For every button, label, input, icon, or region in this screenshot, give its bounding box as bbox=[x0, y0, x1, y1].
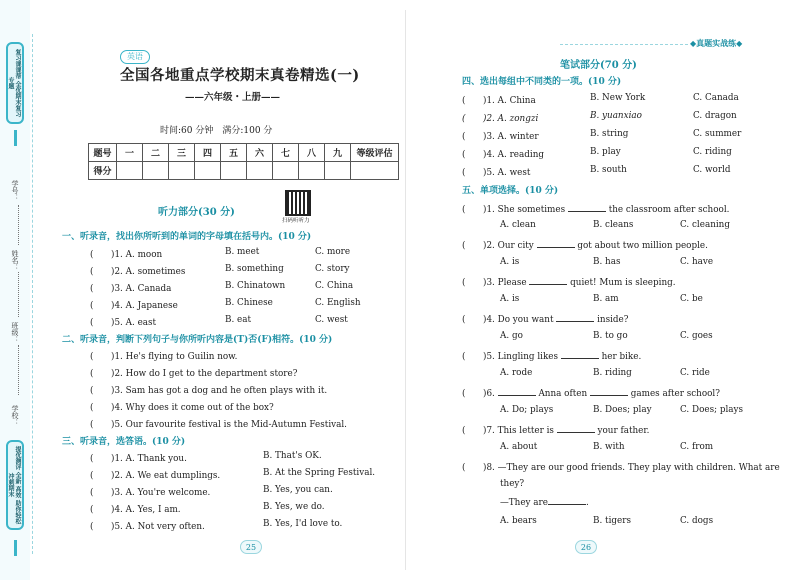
table-cell bbox=[195, 162, 221, 180]
question-item: ( )3. Sam has got a dog and he often plays with it. bbox=[90, 386, 328, 396]
table-cell: 九 bbox=[325, 144, 351, 162]
question-item: ( )4. Why does it come out of the box? bbox=[90, 403, 274, 413]
question-item bbox=[462, 238, 708, 251]
page-number-left: 25 bbox=[240, 540, 262, 554]
option-b: B. yuanxiao bbox=[590, 111, 642, 121]
answer-blank[interactable] bbox=[561, 351, 599, 359]
question-text: ( )5. Lingling likes bbox=[462, 352, 558, 362]
question-text: inside? bbox=[597, 315, 629, 325]
question-text: Anna often bbox=[538, 389, 588, 399]
table-cell bbox=[143, 162, 169, 180]
section-2-heading: 二、听录音，判断下列句子与你所听内容是(T)否(F)相符。(10 分) bbox=[62, 335, 333, 345]
table-row bbox=[89, 144, 399, 162]
option-b: B. Yes, we do. bbox=[263, 502, 325, 512]
listening-title: 听力部分(30 分) bbox=[158, 207, 235, 218]
option-b: B. Chinese bbox=[225, 298, 273, 308]
question-text: quiet! Mum is sleeping. bbox=[570, 278, 676, 288]
table-cell: 一 bbox=[117, 144, 143, 162]
sidebar bbox=[0, 0, 30, 580]
section-1-heading: 一、听录音，找出你所听到的单词的字母填在括号内。(10 分) bbox=[62, 232, 312, 242]
question-item: ( )4. A. Yes, I am. bbox=[90, 505, 181, 515]
answer-blank[interactable] bbox=[529, 277, 567, 285]
option-b: B. Chinatown bbox=[225, 281, 286, 291]
option-c: C. have bbox=[680, 257, 714, 267]
page-title: 全国各地重点学校期末真卷精选(一) bbox=[120, 67, 360, 84]
question-item: ( )2. A. zongzi bbox=[462, 114, 539, 124]
table-cell: 题号 bbox=[89, 144, 117, 162]
school-label: 学校： bbox=[11, 405, 19, 426]
exam-meta: 时间:60 分钟 满分:100 分 bbox=[160, 126, 273, 136]
option-c: C. dogs bbox=[680, 516, 714, 526]
option-b: B. eat bbox=[225, 315, 252, 325]
table-cell bbox=[273, 162, 299, 180]
option-c: C. dragon bbox=[693, 111, 737, 121]
question-item: ( )1. A. moon bbox=[90, 250, 163, 260]
option-b: B. That's OK. bbox=[263, 451, 322, 461]
question-text: ( )3. Please bbox=[462, 278, 527, 288]
question-text: ( )6. bbox=[462, 389, 495, 399]
table-cell: 三 bbox=[169, 144, 195, 162]
option-c: C. west bbox=[315, 315, 348, 325]
question-item: ( )5. Our favourite festival is the Mid-Autumn Festival. bbox=[90, 420, 347, 430]
student-number-label: 学号： bbox=[11, 180, 19, 201]
option-b: B. has bbox=[593, 257, 621, 267]
table-cell: 等级评估 bbox=[351, 144, 399, 162]
question-item: ( )4. A. reading bbox=[462, 150, 544, 160]
question-text: ( )7. This letter is bbox=[462, 426, 554, 436]
option-b: B. At the Spring Festival. bbox=[263, 468, 376, 478]
question-item: ( )5. A. east bbox=[90, 318, 157, 328]
option-b: B. New York bbox=[590, 93, 646, 103]
option-c: C. goes bbox=[680, 331, 713, 341]
option-a: A. is bbox=[500, 294, 520, 304]
option-b: B. Yes, I'd love to. bbox=[263, 519, 343, 529]
question-text: ( )1. She sometimes bbox=[462, 205, 566, 215]
name-label: 姓名： bbox=[11, 250, 19, 271]
option-b: B. riding bbox=[593, 368, 632, 378]
table-cell: 八 bbox=[299, 144, 325, 162]
table-cell: 五 bbox=[221, 144, 247, 162]
answer-blank[interactable] bbox=[498, 388, 536, 396]
option-b: B. something bbox=[225, 264, 284, 274]
table-cell bbox=[325, 162, 351, 180]
question-item: ( )8. —They are our good friends. They play with children. What are bbox=[462, 463, 780, 473]
banner-line bbox=[560, 44, 688, 45]
question-text: got about two million people. bbox=[577, 241, 708, 251]
qr-caption: 扫码听听力 bbox=[282, 218, 310, 224]
question-item bbox=[462, 312, 628, 325]
option-c: C. riding bbox=[693, 147, 732, 157]
question-text bbox=[500, 497, 589, 508]
table-cell: 六 bbox=[247, 144, 273, 162]
student-number-line bbox=[18, 205, 19, 245]
option-b: B. play bbox=[590, 147, 621, 157]
option-c: C. be bbox=[680, 294, 703, 304]
answer-blank[interactable] bbox=[590, 388, 628, 396]
option-b: B. with bbox=[593, 442, 625, 452]
question-text: . bbox=[585, 498, 589, 508]
option-c: C. English bbox=[315, 298, 361, 308]
table-cell: 得分 bbox=[89, 162, 117, 180]
option-b: B. Does; play bbox=[593, 405, 652, 415]
option-c: C. story bbox=[315, 264, 350, 274]
question-text: games after school? bbox=[630, 389, 720, 399]
question-item: ( )1. He's flying to Guilin now. bbox=[90, 352, 238, 362]
class-label: 班级： bbox=[11, 322, 19, 343]
question-item: ( )1. A. China bbox=[462, 96, 536, 106]
option-b: B. tigers bbox=[593, 516, 631, 526]
option-a: A. Do; plays bbox=[500, 405, 554, 415]
name-line bbox=[18, 272, 19, 317]
option-a: A. clean bbox=[500, 220, 536, 230]
option-b: B. south bbox=[590, 165, 627, 175]
question-item bbox=[462, 202, 729, 215]
option-c: C. ride bbox=[680, 368, 710, 378]
answer-blank[interactable] bbox=[537, 240, 575, 248]
question-text: your father. bbox=[597, 426, 650, 436]
question-text: the classroom after school. bbox=[608, 205, 730, 215]
question-item: ( )4. A. Japanese bbox=[90, 301, 178, 311]
sidebar-tab bbox=[14, 130, 17, 146]
question-item: ( )5. A. west bbox=[462, 168, 531, 178]
option-b: B. meet bbox=[225, 247, 260, 257]
table-row bbox=[89, 162, 399, 180]
table-cell bbox=[221, 162, 247, 180]
class-line bbox=[18, 345, 19, 395]
table-cell bbox=[117, 162, 143, 180]
section-3-heading: 三、听录音，选答语。(10 分) bbox=[62, 437, 186, 447]
option-c: C. summer bbox=[693, 129, 742, 139]
option-c: C. more bbox=[315, 247, 351, 257]
section-5-heading: 五、单项选择。(10 分) bbox=[462, 186, 559, 196]
question-item: ( )2. How do I get to the department store? bbox=[90, 369, 298, 379]
option-a: A. go bbox=[500, 331, 523, 341]
question-text: ( )2. Our city bbox=[462, 241, 534, 251]
table-cell bbox=[169, 162, 195, 180]
option-c: C. China bbox=[315, 281, 354, 291]
question-item bbox=[462, 423, 649, 436]
question-text: her bike. bbox=[601, 352, 642, 362]
option-b: B. cleans bbox=[593, 220, 634, 230]
question-text: —They are bbox=[500, 498, 548, 508]
option-c: C. Canada bbox=[693, 93, 739, 103]
answer-blank[interactable] bbox=[568, 204, 606, 212]
question-text: they? bbox=[500, 479, 525, 489]
table-cell: 二 bbox=[143, 144, 169, 162]
option-b: B. am bbox=[593, 294, 619, 304]
option-c: C. world bbox=[693, 165, 731, 175]
written-title: 笔试部分(70 分) bbox=[560, 60, 637, 71]
question-item bbox=[462, 349, 641, 362]
option-c: C. from bbox=[680, 442, 714, 452]
question-item bbox=[462, 275, 676, 288]
question-item: ( )1. A. Thank you. bbox=[90, 454, 187, 464]
option-c: C. cleaning bbox=[680, 220, 730, 230]
sidebar-tab bbox=[14, 540, 17, 556]
answer-blank[interactable] bbox=[556, 314, 594, 322]
answer-blank[interactable] bbox=[548, 497, 586, 505]
answer-blank[interactable] bbox=[557, 425, 595, 433]
option-a: A. is bbox=[500, 257, 520, 267]
question-item: ( )5. A. Not very often. bbox=[90, 522, 205, 532]
sidebar-bottom-tag: 提优测评 全新 高效 助你轻松冲刺期末 bbox=[6, 440, 24, 530]
option-b: B. string bbox=[590, 129, 629, 139]
table-cell bbox=[299, 162, 325, 180]
subject-badge: 英语 bbox=[120, 50, 150, 64]
question-text: ( )4. Do you want bbox=[462, 315, 554, 325]
sidebar-top-tag: 复习课课帮 全优期末复习专题 bbox=[6, 42, 24, 124]
score-table bbox=[88, 143, 399, 180]
page-divider bbox=[405, 10, 406, 570]
question-item: ( )3. A. Canada bbox=[90, 284, 172, 294]
table-cell bbox=[351, 162, 399, 180]
question-item: ( )2. A. sometimes bbox=[90, 267, 186, 277]
section-4-heading: 四、选出每组中不同类的一项。(10 分) bbox=[462, 77, 622, 87]
banner-tag: ◆真题实战练◆ bbox=[690, 38, 743, 48]
question-item: ( )3. A. winter bbox=[462, 132, 539, 142]
cut-line bbox=[32, 34, 33, 554]
option-c: C. Does; plays bbox=[680, 405, 744, 415]
table-cell bbox=[247, 162, 273, 180]
qr-code-icon[interactable] bbox=[285, 190, 311, 216]
option-a: A. about bbox=[500, 442, 538, 452]
option-a: A. rode bbox=[500, 368, 533, 378]
option-b: B. to go bbox=[593, 331, 628, 341]
page-number-right: 26 bbox=[575, 540, 597, 554]
question-item bbox=[462, 386, 720, 399]
option-b: B. Yes, you can. bbox=[263, 485, 333, 495]
table-cell: 七 bbox=[273, 144, 299, 162]
table-cell: 四 bbox=[195, 144, 221, 162]
grade-subtitle: ——六年级・上册—— bbox=[185, 92, 281, 103]
option-a: A. bears bbox=[500, 516, 537, 526]
question-item: ( )3. A. You're welcome. bbox=[90, 488, 211, 498]
question-item: ( )2. A. We eat dumplings. bbox=[90, 471, 221, 481]
